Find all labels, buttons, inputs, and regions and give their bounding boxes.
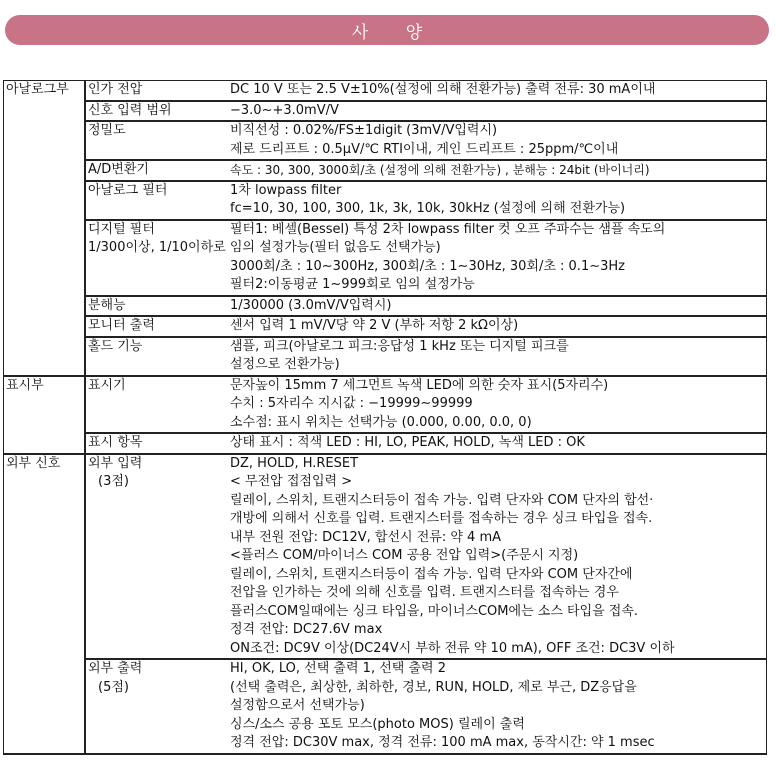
item-value: 상태 표시 : 적색 LED : HI, LO, PEAK, HOLD, 녹색 LED : OK xyxy=(228,433,767,454)
item-label: 아날로그 필터 xyxy=(85,181,228,220)
item-label: 외부 출력 (5점) xyxy=(85,659,228,754)
item-label: 분해능 xyxy=(85,296,228,317)
spec-row-digital-filter xyxy=(4,220,767,296)
item-value: 1/30000 (3.0mV/V입력시) xyxy=(228,296,767,317)
spec-row-analog-filter xyxy=(4,181,767,220)
item-label: 신호 입력 범위 xyxy=(85,101,228,122)
spec-row-ad-converter xyxy=(4,160,767,181)
item-value: DC 10 V 또는 2.5 V±10%(설정에 의해 전환가능) 출력 전류: 30 mA이내 xyxy=(228,81,767,101)
item-value: 센서 입력 1 mV/V당 약 2 V (부하 저항 2 kΩ이상) xyxy=(228,316,767,337)
item-value: 문자높이 15mm 7 세그먼트 녹색 LED에 의한 숫자 표시(5자리수) 수치 : 5자리수 지시값 : −19999∼99999 소수점: 표시 위치는 선택가능 (0.000, 0.00, 0.0, 0) xyxy=(228,376,767,434)
item-label: 홀드 기능 xyxy=(85,337,228,376)
item-label: 표시기 xyxy=(85,376,228,434)
category-external-signal: 외부 신호 xyxy=(4,454,86,754)
spec-row-input-range xyxy=(4,101,767,122)
spec-row-hold-function xyxy=(4,337,767,376)
item-label: 모니터 출력 xyxy=(85,316,228,337)
item-value: HI, OK, LO, 선택 출력 1, 선택 출력 2 (선택 출력은, 최상한, 최하한, 경보, RUN, HOLD, 제로 부근, DZ응답을 설정함으로서 선택가능) 싱스/소스 공용 포토 모스(photo MOS) 릴레이 출력 정격 전압: DC30V max, 정격 전류: 100 mA max, 동작시간: 약 1 msec xyxy=(228,659,767,754)
spec-row-applied-voltage xyxy=(4,81,767,101)
spec-row-resolution xyxy=(4,296,767,317)
spec-row-external-output xyxy=(4,659,767,754)
item-value: 필터1: 베셀(Bessel) 특성 2차 lowpass filter 컷 오프 주파수는 샘플 속도의 1/300이상, 1/10이하로 임의 설정가능(필터 없음도 선택가능) 3000회/초 : 10∼300Hz, 300회/초 : 1∼30Hz, 30회/초 : 0.1∼3Hz 필터2:이동평균 1~999회로 임의 설정가능 xyxy=(228,220,767,296)
item-label: 외부 입력 (3점) xyxy=(85,454,228,660)
spec-row-display-items xyxy=(4,433,767,454)
item-value: 비직선성 : 0.02%/FS±1digit (3mV/V입력시) 제로 드리프트 : 0.5μV/℃ RTI이내, 게인 드리프트 : 25ppm/℃이내 xyxy=(228,121,767,160)
section-title: 사 양 xyxy=(351,22,439,43)
spec-table xyxy=(3,80,767,755)
item-label: A/D변환기 xyxy=(85,160,228,181)
item-label: 인가 전압 xyxy=(85,81,228,101)
item-value: 샘플, 피크(아날로그 피크:응답성 1 kHz 또는 디지털 피크를 설정으로 전환가능) xyxy=(228,337,767,376)
item-value: 속도 : 30, 300, 3000회/초 (설정에 의해 전환가능) , 분해능 : 24bit (바이너리) xyxy=(228,160,767,181)
item-label: 표시 항목 xyxy=(85,433,228,454)
category-display: 표시부 xyxy=(4,376,86,454)
section-title-bar xyxy=(5,15,769,45)
spec-row-external-input xyxy=(4,454,767,660)
spec-row-accuracy xyxy=(4,121,767,160)
item-label: 정밀도 xyxy=(85,121,228,160)
spec-row-monitor-output xyxy=(4,316,767,337)
spec-row-display xyxy=(4,376,767,434)
item-label: 디지털 필터 xyxy=(85,220,228,296)
item-value: −3.0~+3.0mV/V xyxy=(228,101,767,122)
item-value: DZ, HOLD, H.RESET < 무전압 접점입력 > 릴레이, 스위치, 트랜지스터등이 접속 가능. 입력 단자와 COM 단자의 합선· 개방에 의해서 신호를 입력. 트랜지스터를 접속하는 경우 싱크 타입을 접속. 내부 전원 전압: DC12V, 합선시 전류: 약 4 mA <플러스 COM/마이너스 COM 공용 전압 입력>(주문시 지정) 릴레이, 스위치, 트랜지스터등이 접속 가능. 입력 단자와 COM 단자간에 전압을 인가하는 것에 의해 신호를 입력. 트랜지스터를 접속하는 경우 플러스COM일때에는 싱크 타입을, 마이너스COM에는 소스 타입을 접속. 정격 전압: DC27.6V max ON조건: DC9V 이상(DC24V시 부하 전류 약 10 mA), OFF 조건: DC3V 이하 xyxy=(228,454,767,660)
category-analog: 아날로그부 xyxy=(4,81,86,376)
item-value: 1차 lowpass filter fc=10, 30, 100, 300, 1k, 3k, 10k, 30kHz (설정에 의해 전환가능) xyxy=(228,181,767,220)
